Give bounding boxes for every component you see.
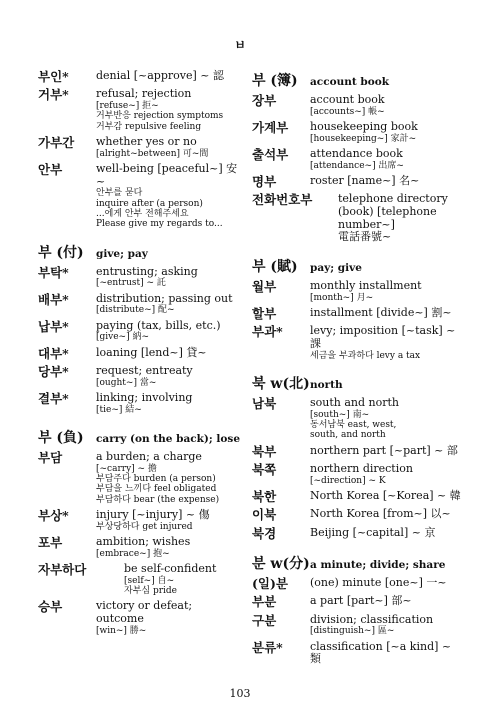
dictionary-entry [38, 451, 240, 505]
entry-headword: (일)분 [252, 576, 288, 592]
entry-headword: 가부간 [38, 135, 75, 151]
entry-headword: 결부* [38, 391, 69, 406]
definition-line: linking; involving [96, 391, 193, 404]
dictionary-section [38, 427, 240, 636]
dictionary-entry [252, 577, 464, 591]
example-line: [win~] 勝~ [96, 625, 147, 636]
dictionary-entry [252, 490, 464, 504]
example-line: 부담하다 bear (the expense) [96, 494, 220, 505]
example-line: 안부를 묻다 [96, 188, 143, 199]
definition-line: division; classification [310, 612, 434, 626]
entry-headword: 당부* [38, 364, 69, 380]
dictionary-entry [38, 536, 240, 559]
entry-definition [96, 70, 224, 84]
example-line: [self~] 自~ [124, 575, 175, 586]
example-line: south, and north [310, 430, 386, 441]
example-line: [south~] 南~ [310, 409, 370, 420]
section-heading [38, 427, 240, 447]
entry-definition [310, 463, 413, 486]
dictionary-entry [252, 94, 464, 117]
definition-line: North Korea [~Korea] ~ 韓 [310, 488, 461, 502]
entry-definition [310, 527, 435, 541]
entry-headword: 부담 [38, 449, 63, 465]
entry-headword: 북경 [252, 525, 277, 541]
dictionary-entry [252, 148, 464, 171]
definition-line: paying (tax, bills, etc.) [96, 318, 221, 332]
entry-definition [310, 614, 433, 637]
entry-headword: 부과* [252, 324, 283, 340]
definition-line: loaning [lend~] 貸~ [96, 345, 207, 359]
dictionary-section [252, 256, 464, 361]
example-line: [distinguish~] 區~ [310, 626, 395, 637]
entry-headword: 할부 [252, 305, 277, 321]
entry-headword: 북쪽 [252, 461, 277, 477]
entry-headword: 구분 [252, 612, 277, 628]
definition-line: (one) minute [one~] 一~ [310, 576, 447, 590]
dictionary-entry [38, 563, 240, 596]
entry-headword: 북한 [252, 488, 277, 504]
example-line: [attendance~] 出席~ [310, 160, 404, 171]
dictionary-entry [38, 88, 240, 132]
dictionary-entry [252, 307, 464, 321]
dictionary-entry [38, 365, 240, 388]
entry-definition [96, 293, 233, 316]
section-heading [252, 70, 464, 90]
entry-definition [310, 280, 422, 303]
section-meaning: give; pay [96, 247, 148, 260]
entry-headword: 배부* [38, 291, 69, 307]
definition-line: request; entreaty [96, 364, 193, 378]
section-meaning: pay; give [310, 261, 362, 274]
example-line: 거부감 repulsive feeling [96, 121, 202, 132]
entry-headword: 남북 [252, 395, 277, 411]
dictionary-entry [38, 392, 240, 415]
entry-headword: 북부 [252, 443, 277, 459]
entry-headword: 승부 [38, 599, 63, 615]
entry-definition [338, 193, 464, 244]
entry-definition [310, 307, 452, 321]
entry-definition [310, 94, 385, 117]
entry-definition [310, 175, 419, 189]
dictionary-entry [252, 527, 464, 541]
definition-line: levy; imposition [~task] ~ 課 [310, 324, 456, 350]
dictionary-entry [252, 641, 464, 666]
definition-line: a part [part~] 部~ [310, 594, 412, 608]
entry-headword: 납부* [38, 318, 69, 334]
section-meaning: carry (on the back); lose [96, 432, 240, 445]
dictionary-entry [38, 266, 240, 289]
section-headword: 부 (簿) [252, 73, 298, 89]
definition-line: distribution; passing out [96, 291, 233, 305]
entry-definition [310, 577, 447, 591]
definition-line: well-being [peaceful~] 安~ [96, 162, 238, 188]
example-line: ...에게 안부 전해주세요 [96, 209, 189, 219]
entry-definition [310, 595, 412, 609]
entry-headword: 전화번호부 [252, 192, 313, 208]
entry-definition [96, 451, 219, 505]
definition-line: ambition; wishes [96, 534, 191, 548]
dictionary-entry [252, 193, 464, 244]
section-heading [252, 553, 464, 573]
definition-line: telephone directory [338, 192, 448, 206]
entry-headword: 장부 [252, 93, 277, 108]
dictionary-entry [252, 595, 464, 609]
entry-headword: 포부 [38, 534, 63, 550]
definition-line: whether yes or no [96, 135, 197, 149]
entry-definition [96, 136, 208, 159]
definition-line: a burden; a charge [96, 449, 202, 463]
definition-line: classification [~a kind] ~ 類 [310, 639, 452, 666]
dictionary-entry [38, 70, 240, 84]
example-line: [month~] 月~ [310, 292, 374, 303]
dictionary-section [252, 70, 464, 244]
dictionary-entry [252, 325, 464, 361]
definition-line: victory or defeat; outcome [96, 599, 193, 625]
definition-line: entrusting; asking [96, 264, 198, 278]
section-meaning: account book [310, 76, 389, 88]
example-line: 동서남북 east, west, [310, 419, 397, 430]
entry-definition [96, 600, 240, 636]
example-line: Please give my regards to... [96, 219, 223, 230]
dictionary-entry [252, 614, 464, 637]
section-headword: 분 w(分) [252, 556, 310, 573]
example-line: 세금을 부과하다 levy a tax [310, 350, 421, 361]
section-headword: 부 (負) [38, 429, 84, 446]
entry-headword: 출석부 [252, 146, 289, 162]
entry-definition [310, 508, 451, 522]
section-heading [38, 242, 240, 262]
section-meaning: north [310, 378, 343, 391]
entry-headword: 부인* [38, 69, 69, 84]
entry-definition [310, 445, 458, 459]
section-heading [252, 256, 464, 276]
entry-headword: 이북 [252, 507, 277, 523]
entry-headword: 대부* [38, 345, 69, 361]
entry-definition [310, 641, 464, 666]
entry-headword: 부탁* [38, 264, 69, 280]
example-line: [refuse~] 拒~ [96, 101, 159, 112]
example-line: inquire after (a person) [96, 198, 203, 209]
entry-definition [310, 121, 418, 144]
section-meaning: a minute; divide; share [310, 559, 446, 572]
dictionary-entry [38, 509, 240, 532]
dictionary-section [38, 242, 240, 415]
section-headword: 부 (賦) [252, 258, 298, 275]
definition-line: monthly installment [310, 278, 422, 292]
dictionary-section [38, 70, 240, 230]
entry-definition [96, 509, 210, 532]
section-headword: 북 w(北) [252, 375, 310, 392]
entry-definition [96, 163, 240, 230]
definition-line: northern direction [310, 461, 413, 475]
entry-definition [96, 536, 190, 559]
example-line: [give~] 納~ [96, 332, 150, 343]
example-line: [~direction] ~ K [310, 475, 386, 486]
definition-line: 電話番號~ [338, 230, 392, 244]
entry-definition [96, 347, 207, 361]
entry-headword: 가계부 [252, 119, 289, 135]
definition-line: denial [~approve] ~ 認 [96, 69, 224, 82]
entry-definition [310, 148, 404, 171]
entry-definition [310, 490, 461, 504]
example-line: [ought~] 當~ [96, 377, 157, 388]
example-line: 부담주다 burden (a person) [96, 473, 216, 484]
entry-headword: 자부하다 [38, 561, 87, 577]
entry-headword: 안부 [38, 162, 63, 178]
definition-line: roster [name~] 名~ [310, 173, 420, 187]
entry-definition [310, 397, 399, 441]
left-column [38, 70, 240, 648]
definition-line: housekeeping book [310, 119, 418, 133]
dictionary-entry [252, 508, 464, 522]
definition-line: south and north [310, 395, 400, 409]
definition-line: Beijing [~capital] ~ 京 [310, 525, 436, 539]
dictionary-entry [252, 445, 464, 459]
example-line: [tie~] 結~ [96, 404, 142, 415]
definition-line: installment [divide~] 割~ [310, 305, 452, 319]
dictionary-entry [38, 136, 240, 159]
example-line: [accounts~] 帳~ [310, 106, 385, 117]
right-column [252, 70, 464, 678]
entry-definition [96, 266, 198, 289]
definition-line: be self-confident [124, 561, 217, 575]
example-line: 거부반응 rejection symptoms [96, 111, 224, 122]
entry-headword: 거부* [38, 87, 69, 103]
example-line: 부상당하다 get injured [96, 521, 193, 532]
entry-headword: 분류* [252, 639, 283, 655]
entry-headword: 부상* [38, 508, 69, 523]
example-line: [housekeeping~] 家計~ [310, 133, 417, 144]
example-line: [distribute~] 配~ [96, 305, 175, 316]
entry-definition [310, 325, 464, 361]
dictionary-entry [38, 163, 240, 230]
dictionary-entry [38, 293, 240, 316]
definition-line: refusal; rejection [96, 87, 192, 101]
dictionary-entry [38, 347, 240, 361]
dictionary-entry [252, 280, 464, 303]
definition-line: northern part [~part] ~ 部 [310, 443, 458, 457]
entry-definition [96, 392, 192, 415]
definition-line: North Korea [from~] 以~ [310, 507, 451, 521]
dictionary-entry [252, 121, 464, 144]
entry-headword: 월부 [252, 278, 277, 294]
entry-headword: 명부 [252, 173, 277, 189]
page-number: 103 [229, 687, 251, 700]
section-heading [252, 373, 464, 393]
example-line: 부담을 느끼다 feel obligated [96, 484, 217, 495]
example-line: 자부심 pride [124, 585, 177, 596]
dictionary-section [252, 373, 464, 541]
entry-definition [96, 365, 193, 388]
page-header-letter: ㅂ [234, 38, 246, 52]
entry-definition [96, 88, 223, 132]
dictionary-entry [252, 397, 464, 441]
entry-headword: 부분 [252, 594, 277, 610]
dictionary-section [252, 553, 464, 666]
entry-definition [96, 320, 221, 343]
definition-line: account book [310, 93, 385, 106]
dictionary-entry [38, 600, 240, 636]
dictionary-entry [38, 320, 240, 343]
dictionary-entry [252, 175, 464, 189]
example-line: [~entrust] ~ 託 [96, 278, 166, 289]
section-headword: 부 (付) [38, 244, 84, 261]
definition-line: attendance book [310, 146, 403, 160]
example-line: [embrace~] 抱~ [96, 548, 170, 559]
entry-definition [124, 563, 216, 596]
definition-line: (book) [telephone number~] [338, 204, 437, 231]
definition-line: injury [~injury] ~ 傷 [96, 508, 210, 521]
example-line: [alright~between] 可~間 [96, 148, 209, 159]
dictionary-entry [252, 463, 464, 486]
example-line: [~carry] ~ 擔 [96, 463, 157, 474]
